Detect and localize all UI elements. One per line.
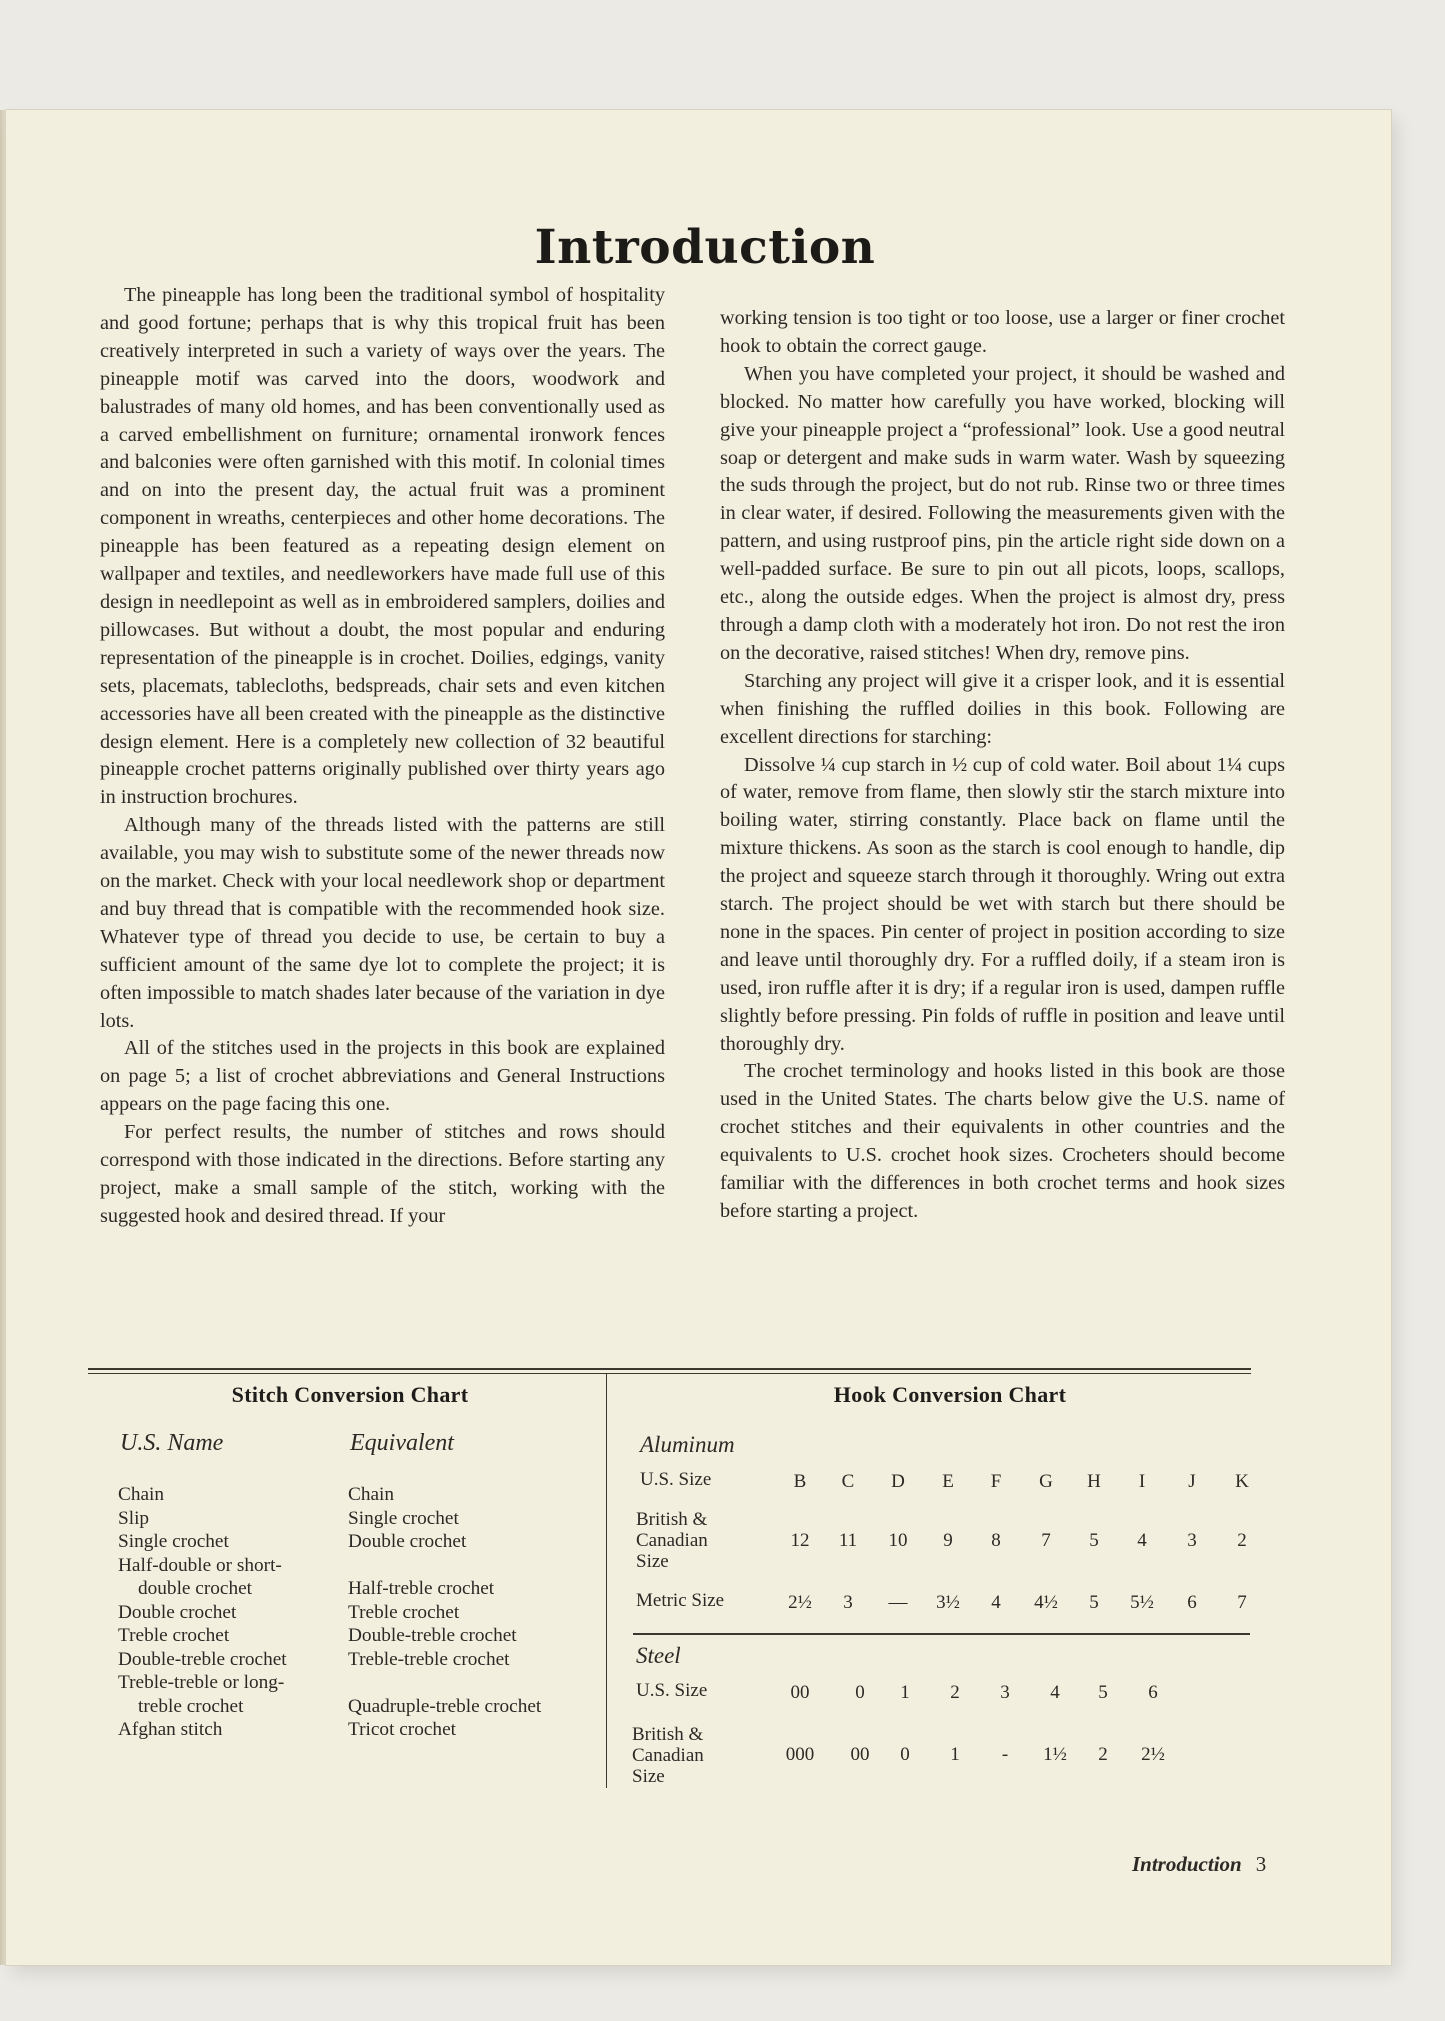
paragraph: When you have completed your project, it should be washed and blocked. No matter how carefully you have worked, blocking will give your pineapple project a “professional” look. Use a good neutral soap or detergent and make suds in warm water. Wash by squeezing the suds through the project, but do not rub. Rinse two or three times in clear water, if desired. Following the measurements given with the pattern, and using rustproof pins, pin the article right side down on a well-padded surface. Be sure to pin out all picots, loops, scallops, etc., along the outside edges. When the project is almost dry, press through a damp cloth with a moderately hot iron. Do not rest the iron on the decorative, raised stitches! When dry, remove pins. — [720, 362, 1285, 664]
chart-top-rule — [88, 1368, 1251, 1370]
hook-size-cell: 0 — [900, 1744, 910, 1765]
hook-size-cell: 6 — [1187, 1592, 1197, 1613]
hook-size-cell: 5 — [1089, 1592, 1099, 1613]
aluminum-british-label — [636, 1509, 708, 1572]
hook-size-cell: 4 — [1137, 1530, 1147, 1551]
hook-size-cell: 0 — [855, 1682, 865, 1703]
hook-size-cell: 7 — [1237, 1592, 1247, 1613]
row-spacer — [348, 1671, 541, 1695]
stitch-us-name: Single crochet — [118, 1531, 229, 1552]
stitch-equivalent: Quadruple-treble crochet — [348, 1695, 542, 1717]
hook-size-cell: 3 — [1000, 1682, 1010, 1703]
hook-size-cell: — — [888, 1592, 908, 1613]
page-footer — [1132, 1852, 1266, 1877]
stitch-us-name: Chain — [118, 1484, 165, 1505]
hook-size-cell: 5 — [1089, 1530, 1099, 1551]
aluminum-metric-label: Metric Size — [636, 1590, 725, 1611]
hook-size-cell: 6 — [1148, 1682, 1158, 1703]
stitch-equivalent: Single crochet — [348, 1507, 459, 1529]
hook-size-cell: 3 — [843, 1592, 853, 1613]
aluminum-heading: Aluminum — [640, 1432, 735, 1457]
hook-size-cell: 3½ — [936, 1592, 960, 1613]
hook-size-cell: D — [891, 1471, 905, 1492]
paragraph: Starching any project will give it a crisper look, and it is essential when finishing the ruffled doilies in this book. Following are excellent directions for starching: — [720, 669, 1285, 748]
stitch-equivalent: Tricot crochet — [348, 1719, 456, 1740]
hook-size-cell: 3 — [1187, 1530, 1197, 1551]
left-text-column — [100, 282, 665, 1231]
hook-size-cell: 000 — [785, 1744, 815, 1765]
chart-top-rule-thin — [88, 1373, 1251, 1374]
page-number: 3 — [1255, 1852, 1267, 1876]
stitch-us-name: Treble-treble or long- — [118, 1672, 285, 1693]
paragraph: working tension is too tight or too loose, use a larger or finer crochet hook to obtain the correct gauge. — [720, 307, 1285, 357]
stitch-equivalent: Double crochet — [348, 1531, 467, 1552]
stitch-us-name: Afghan stitch — [118, 1719, 223, 1740]
hook-size-cell: F — [990, 1471, 1002, 1492]
stitch-equivalent: Double-treble crochet — [348, 1625, 517, 1646]
hook-size-cell: K — [1235, 1471, 1249, 1492]
hook-size-cell: 10 — [888, 1530, 908, 1551]
stitch-us-name: Half-double or short- — [118, 1554, 282, 1576]
hook-size-cell: 1 — [900, 1682, 910, 1703]
stitch-us-name: treble crochet — [138, 1695, 244, 1717]
hook-size-cell: 2½ — [1141, 1744, 1165, 1765]
right-text-column — [720, 305, 1285, 1226]
hook-size-cell: 9 — [943, 1530, 953, 1551]
row-spacer — [348, 1554, 541, 1578]
aluminum-us-size-label: U.S. Size — [640, 1469, 712, 1490]
stitch-us-name: Slip — [118, 1507, 150, 1529]
label-line: Canadian — [632, 1745, 704, 1766]
stitch-us-name: double crochet — [138, 1578, 253, 1599]
page-title: Introduction — [534, 220, 876, 275]
hook-size-cell: 4 — [1050, 1682, 1060, 1703]
paragraph: Dissolve ¼ cup starch in ½ cup of cold water. Boil about 1¼ cups of water, remove from flame, then slowly stir the starch mixture into boiling water, stirring constantly. Place back on flame until the mixture thickens. As soon as the starch is cool enough to handle, dip the project and squeeze starch through it thoroughly. Wring out extra starch. The project should be wet with starch but there should be none in the spaces. Pin center of project in position according to size and leave until thoroughly dry. For a ruffled doily, if a steam iron is used, iron ruffle after it is dry; if a regular iron is used, dampen ruffle slightly before pressing. Pin folds of ruffle in position and leave until thoroughly dry. — [720, 753, 1285, 1055]
stitch-us-names — [118, 1483, 287, 1742]
hook-size-cell: 11 — [838, 1530, 858, 1551]
stitch-equivalent: Chain — [348, 1484, 395, 1505]
label-line: Size — [632, 1766, 665, 1787]
hook-size-cell: 2 — [1237, 1530, 1247, 1551]
stitch-equivalents — [348, 1483, 541, 1742]
stitch-col-equivalent-header: Equivalent — [350, 1430, 454, 1456]
hook-size-cell: 5½ — [1130, 1592, 1154, 1613]
steel-section-rule — [633, 1633, 1250, 1635]
paragraph: All of the stitches used in the projects in this book are explained on page 5; a list of crochet abbreviations and General Instructions appears on the page facing this one. — [100, 1037, 665, 1116]
paragraph: For perfect results, the number of stitches and rows should correspond with those indicated in the directions. Before starting any project, make a small sample of the stitch, working with the suggested hook and desired thread. If your — [100, 1121, 665, 1227]
hook-size-cell: E — [942, 1471, 954, 1492]
footer-section-label: Introduction — [1132, 1852, 1242, 1876]
stitch-us-name: Treble crochet — [118, 1625, 230, 1646]
hook-size-cell: 2½ — [788, 1592, 812, 1613]
hook-size-cell: 4½ — [1034, 1592, 1058, 1613]
steel-us-size-label: U.S. Size — [636, 1680, 708, 1701]
stitch-us-name: Double-treble crochet — [118, 1648, 287, 1670]
hook-chart-title: Hook Conversion Chart — [833, 1382, 1067, 1407]
stitch-col-us-header: U.S. Name — [120, 1430, 224, 1456]
hook-size-cell: 2 — [950, 1682, 960, 1703]
label-line: British & — [636, 1509, 708, 1530]
label-line: Size — [636, 1551, 669, 1572]
stitch-equivalent: Treble-treble crochet — [348, 1648, 510, 1670]
paragraph: The pineapple has long been the traditional symbol of hospitality and good fortune; perhaps that is why this tropical fruit has been creatively interpreted in such a variety of ways over the years. The pineapple motif was carved into the doors, woodwork and balustrades of many old homes, and has been conventionally used as a carved embellishment on furniture; ornamental ironwork fences and balconies were often garnished with this motif. In colonial times and on into the present day, the actual fruit was a prominent component in wreaths, centerpieces and other home decorations. The pineapple has been featured as a repeating design element on wallpaper and textiles, and needleworkers have made full use of this design in needlepoint as well as in embroidered samplers, doilies and pillowcases. But without a doubt, the most popular and enduring representation of the pineapple is in crochet. Doilies, edgings, vanity sets, placemats, tablecloths, bedspreads, chair sets and even kitchen accessories have all been created with the pineapple as the distinctive design element. Here is a completely new collection of 32 beautiful pineapple crochet patterns originally published over thirty years ago in instruction brochures. — [100, 284, 665, 809]
stitch-equivalent: Half-treble crochet — [348, 1578, 495, 1599]
hook-size-cell: 8 — [991, 1530, 1001, 1551]
paragraph: Although many of the threads listed with the patterns are still available, you may wish to substitute some of the newer threads now on the market. Check with your local needlework shop or department and buy thread that is compatible with the recommended hook size. Whatever type of thread you decide to use, be certain to buy a sufficient amount of the same dye lot to complete the project; it is often impossible to match shades later because of the variation in dye lots. — [100, 814, 665, 1032]
hook-size-cell: G — [1039, 1471, 1053, 1492]
hook-size-cell: J — [1188, 1471, 1196, 1492]
hook-size-cell: 4 — [991, 1592, 1001, 1613]
hook-size-cell: B — [793, 1471, 807, 1492]
hook-size-cell: C — [841, 1471, 855, 1492]
hook-size-cell: 1 — [950, 1744, 960, 1765]
label-line: British & — [632, 1724, 704, 1745]
stitch-chart-title: Stitch Conversion Chart — [231, 1382, 469, 1407]
hook-size-cell: 00 — [790, 1682, 810, 1703]
hook-size-cell: H — [1087, 1471, 1101, 1492]
hook-size-cell: 12 — [790, 1530, 810, 1551]
hook-size-cell: 1½ — [1043, 1744, 1067, 1765]
hook-size-cell: 2 — [1098, 1744, 1108, 1765]
steel-heading: Steel — [636, 1643, 681, 1668]
stitch-equivalent: Treble crochet — [348, 1601, 460, 1623]
chart-divider — [606, 1374, 607, 1788]
hook-size-cell: 5 — [1098, 1682, 1108, 1703]
hook-size-cell: 00 — [850, 1744, 870, 1765]
paragraph: The crochet terminology and hooks listed in this book are those used in the United States. The charts below give the U.S. name of crochet stitches and their equivalents in other countries and the equivalents to U.S. crochet hook sizes. Crocheters should become familiar with the differences in both crochet terms and hook sizes before starting a project. — [720, 1060, 1285, 1222]
stitch-us-name: Double crochet — [118, 1601, 237, 1623]
label-line: Canadian — [636, 1530, 708, 1551]
hook-size-cell: 7 — [1041, 1530, 1051, 1551]
hook-size-cell: - — [1001, 1744, 1009, 1765]
hook-size-cell: I — [1138, 1471, 1146, 1492]
steel-british-label — [632, 1724, 704, 1787]
